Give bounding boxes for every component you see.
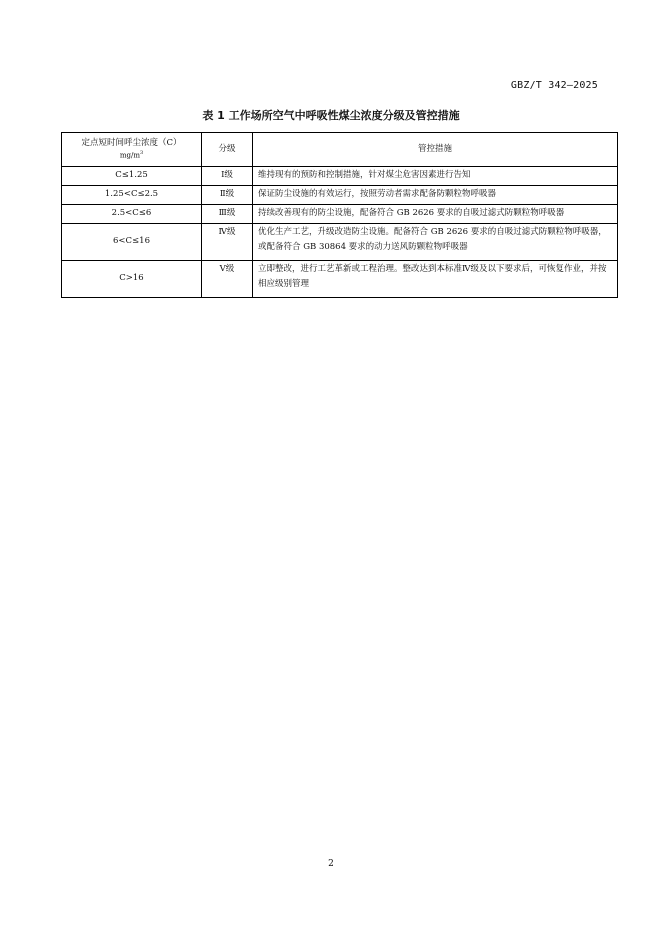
table-title: 表 1 工作场所空气中呼吸性煤尘浓度分级及管控措施	[202, 109, 460, 122]
grade-cell: Ⅴ级	[202, 261, 253, 298]
table-row	[62, 261, 618, 298]
concentration-range-cell: 1.25<C≤2.5	[62, 186, 202, 205]
table-row	[62, 224, 618, 261]
header-concentration-label: 定点短时间呼尘浓度（C）	[81, 137, 182, 148]
grade-cell: Ⅱ级	[202, 186, 253, 205]
table-row	[62, 205, 618, 224]
table-header-row	[62, 133, 618, 167]
grade-cell: Ⅳ级	[202, 224, 253, 261]
header-concentration	[62, 133, 202, 167]
standard-code: GBZ/T 342—2025	[510, 80, 598, 91]
header-concentration-unit: $mg/m^3$	[119, 150, 144, 160]
page-number: 2	[328, 859, 334, 869]
measure-cell: 优化生产工艺，升级改造防尘设施。配备符合 GB 2626 要求的自吸过滤式防颗粒物呼吸器，或配备符合 GB 30864 要求的动力送风防颗粒物呼吸器	[253, 224, 618, 261]
table-row	[62, 186, 618, 205]
measure-cell: 维持现有的预防和控制措施，针对煤尘危害因素进行告知	[253, 167, 618, 186]
measure-cell: 保证防尘设施的有效运行，按照劳动者需求配备防颗粒物呼吸器	[253, 186, 618, 205]
dust-grading-table	[61, 132, 618, 298]
measure-cell: 持续改善现有的防尘设施，配备符合 GB 2626 要求的自吸过滤式防颗粒物呼吸器	[253, 205, 618, 224]
header-grade: 分级	[202, 133, 253, 167]
concentration-range-cell: 6<C≤16	[62, 224, 202, 261]
table-row	[62, 167, 618, 186]
grade-cell: Ⅰ级	[202, 167, 253, 186]
grade-cell: Ⅲ级	[202, 205, 253, 224]
concentration-range-cell: C≤1.25	[62, 167, 202, 186]
concentration-range-cell: C>16	[62, 261, 202, 298]
concentration-range-cell: 2.5<C≤6	[62, 205, 202, 224]
measure-cell: 立即整改，进行工艺革新或工程治理。整改达到本标准Ⅳ级及以下要求后，可恢复作业，并按相应级别管理	[253, 261, 618, 298]
header-measures: 管控措施	[253, 133, 618, 167]
